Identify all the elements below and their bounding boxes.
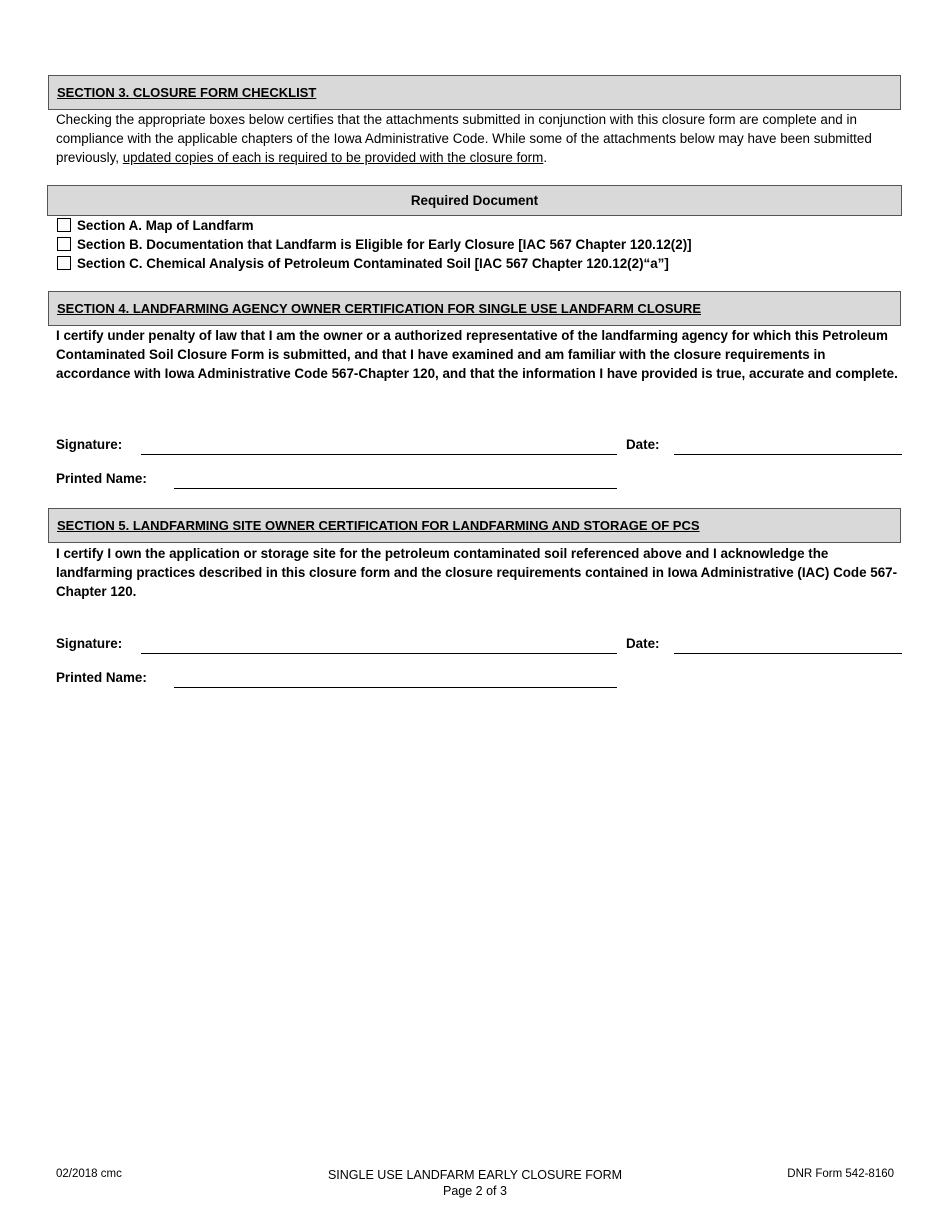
footer-revision: 02/2018 cmc: [56, 1168, 122, 1180]
checkbox-map[interactable]: [57, 218, 71, 232]
section-4-printed-name-label: Printed Name:: [56, 471, 147, 486]
intro-text: Checking the appropriate boxes below certifies that the attachments submitted in conjunction with this closure form are complete and in compliance with the applicable chapters of the Iowa Administrative Code. While some of the attachments below may have been submitted previously,: [56, 112, 872, 165]
section-5-statement: I certify I own the application or storage site for the petroleum contaminated soil referenced above and I acknowledge the landfarming practices described in this closure form and the closure requirements contained in Iowa Administrative (IAC) Code 567-Chapter 120.: [56, 546, 898, 599]
checkbox-chemical-analysis[interactable]: [57, 256, 71, 270]
checklist-item-chemical-analysis: Section C. Chemical Analysis of Petroleum Contaminated Soil [IAC 567 Chapter 120.12(2)“a”]: [57, 254, 669, 272]
required-document-header: Required Document: [47, 185, 902, 216]
section-5-heading: SECTION 5. LANDFARMING SITE OWNER CERTIFICATION FOR LANDFARMING AND STORAGE OF PCS: [48, 508, 901, 543]
section-4-signature-field[interactable]: [141, 454, 617, 455]
section-4-printed-name-field[interactable]: [174, 488, 617, 489]
footer-form-title: SINGLE USE LANDFARM EARLY CLOSURE FORM: [327, 1168, 623, 1182]
section-5-date-field[interactable]: [674, 653, 902, 654]
section-5-date-label: Date:: [626, 636, 660, 651]
section-4-date-field[interactable]: [674, 454, 902, 455]
section-3-intro: [56, 110, 901, 167]
footer-page-number: Page 2 of 3: [443, 1184, 507, 1198]
footer-form-number: DNR Form 542-8160: [787, 1168, 894, 1180]
section-4-signature-label: Signature:: [56, 437, 123, 452]
section-5-printed-name-label: Printed Name:: [56, 670, 147, 685]
section-5-signature-field[interactable]: [141, 653, 617, 654]
footer-title-block: [275, 1167, 675, 1199]
intro-underlined-text: updated copies of each is required to be provided with the closure form: [122, 150, 544, 165]
checklist-item-map: Section A. Map of Landfarm: [57, 216, 254, 234]
section-4-statement: I certify under penalty of law that I am the owner or a authorized representative of the landfarming agency for which this Petroleum Contaminated Soil Closure Form is submitted, and that I have examined and am familiar with the closure requirements in accordance with Iowa Administrative Code 567-Chapter 120, and that the information I have provided is true, accurate and complete.: [56, 328, 898, 381]
checkbox-eligibility[interactable]: [57, 237, 71, 251]
section-5-signature-label: Signature:: [56, 636, 123, 651]
section-4-heading: SECTION 4. LANDFARMING AGENCY OWNER CERTIFICATION FOR SINGLE USE LANDFARM CLOSURE: [48, 291, 901, 326]
section-3-heading: SECTION 3. CLOSURE FORM CHECKLIST: [48, 75, 901, 110]
section-4-date-label: Date:: [626, 437, 660, 452]
intro-end: .: [543, 150, 548, 165]
section-5-printed-name-field[interactable]: [174, 687, 617, 688]
checklist-item-eligibility: Section B. Documentation that Landfarm is Eligible for Early Closure [IAC 567 Chapter 120.12(2)]: [57, 235, 692, 253]
